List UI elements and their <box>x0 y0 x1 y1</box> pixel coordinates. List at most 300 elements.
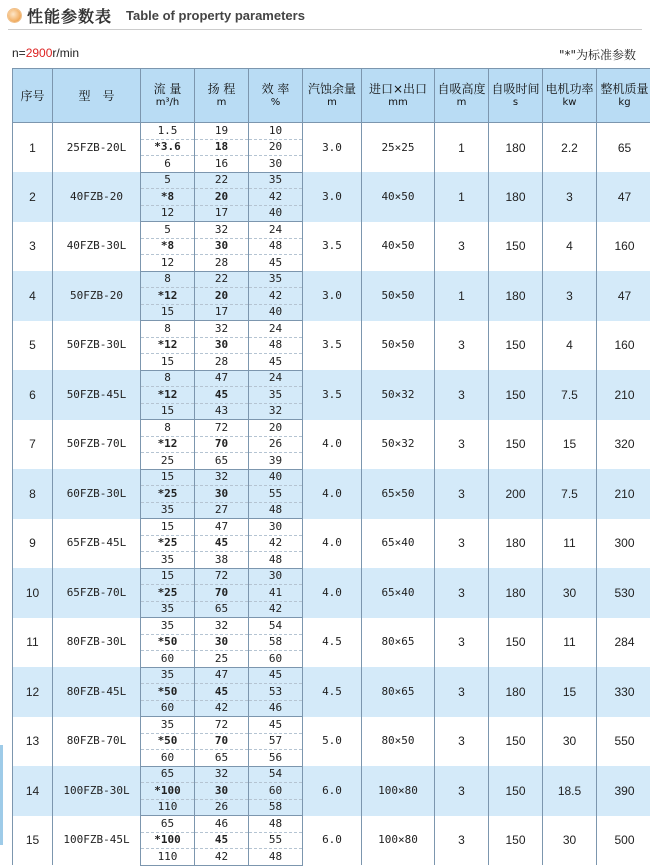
suction-time-cell: 150 <box>489 816 543 866</box>
inlet-outlet-cell: 50×50 <box>362 321 435 371</box>
flow-cell: 35 <box>141 601 195 618</box>
head-cell: 26 <box>195 799 249 816</box>
suction-height-cell: 1 <box>435 271 489 321</box>
row-number: 9 <box>13 519 53 569</box>
suction-time-cell: 150 <box>489 420 543 470</box>
suction-height-cell: 3 <box>435 766 489 816</box>
flow-cell: 15 <box>141 568 195 585</box>
column-header-label: 自吸高度 <box>437 82 485 96</box>
suction-height-cell: 1 <box>435 123 489 173</box>
head-cell: 17 <box>195 205 249 222</box>
efficiency-cell: 46 <box>249 700 303 717</box>
flow-cell: *3.6 <box>141 139 195 156</box>
speed-value: 2900 <box>26 46 53 60</box>
table-row <box>13 618 650 635</box>
inlet-outlet-cell: 65×40 <box>362 519 435 569</box>
table-row <box>13 271 650 288</box>
inlet-outlet-cell: 65×40 <box>362 568 435 618</box>
model-cell: 65FZB-70L <box>53 568 141 618</box>
table-row <box>13 667 650 684</box>
flow-cell: *12 <box>141 288 195 305</box>
table-row <box>13 222 650 239</box>
flow-cell: 5 <box>141 172 195 189</box>
npsh-cell: 4.0 <box>303 519 362 569</box>
flow-cell: 65 <box>141 766 195 783</box>
head-cell: 30 <box>195 337 249 354</box>
flow-cell: 35 <box>141 667 195 684</box>
head-cell: 27 <box>195 502 249 519</box>
head-cell: 25 <box>195 651 249 668</box>
weight-cell: 284 <box>597 618 650 668</box>
motor-power-cell: 11 <box>543 519 597 569</box>
efficiency-cell: 20 <box>249 420 303 437</box>
column-header-label: 扬 程 <box>208 82 236 96</box>
flow-cell: *100 <box>141 832 195 849</box>
weight-cell: 210 <box>597 370 650 420</box>
title-bar <box>8 4 305 26</box>
suction-time-cell: 180 <box>489 172 543 222</box>
flow-cell: 110 <box>141 849 195 866</box>
efficiency-cell: 35 <box>249 271 303 288</box>
column-header-label: 型 号 <box>78 89 114 103</box>
inlet-outlet-cell: 50×50 <box>362 271 435 321</box>
column-header-unit: m <box>435 96 488 110</box>
row-number: 12 <box>13 667 53 717</box>
efficiency-cell: 55 <box>249 486 303 503</box>
motor-power-cell: 2.2 <box>543 123 597 173</box>
column-header-unit: m <box>195 96 248 110</box>
flow-cell: *100 <box>141 783 195 800</box>
suction-time-cell: 180 <box>489 667 543 717</box>
flow-cell: 15 <box>141 403 195 420</box>
head-cell: 72 <box>195 568 249 585</box>
column-header-label: 进口×出口 <box>369 82 427 96</box>
head-cell: 28 <box>195 354 249 371</box>
weight-cell: 160 <box>597 321 650 371</box>
motor-power-cell: 4 <box>543 321 597 371</box>
npsh-cell: 3.5 <box>303 321 362 371</box>
model-cell: 100FZB-30L <box>53 766 141 816</box>
npsh-cell: 3.0 <box>303 123 362 173</box>
column-header-label: 效 率 <box>262 82 290 96</box>
suction-time-cell: 150 <box>489 717 543 767</box>
speed-suffix: r/min <box>52 46 79 60</box>
head-cell: 47 <box>195 370 249 387</box>
motor-power-cell: 11 <box>543 618 597 668</box>
flow-cell: 15 <box>141 519 195 536</box>
table-header-row <box>13 69 650 123</box>
flow-cell: 60 <box>141 651 195 668</box>
column-header-label: 自吸时间 <box>491 82 539 96</box>
weight-cell: 300 <box>597 519 650 569</box>
motor-power-cell: 15 <box>543 667 597 717</box>
efficiency-cell: 56 <box>249 750 303 767</box>
suction-height-cell: 3 <box>435 370 489 420</box>
weight-cell: 390 <box>597 766 650 816</box>
efficiency-cell: 58 <box>249 799 303 816</box>
suction-time-cell: 150 <box>489 222 543 272</box>
model-cell: 40FZB-30L <box>53 222 141 272</box>
efficiency-cell: 40 <box>249 469 303 486</box>
npsh-cell: 4.5 <box>303 667 362 717</box>
head-cell: 70 <box>195 436 249 453</box>
npsh-cell: 4.0 <box>303 420 362 470</box>
head-cell: 22 <box>195 271 249 288</box>
flow-cell: 35 <box>141 552 195 569</box>
flow-cell: *50 <box>141 733 195 750</box>
flow-cell: 5 <box>141 222 195 239</box>
motor-power-cell: 7.5 <box>543 469 597 519</box>
efficiency-cell: 30 <box>249 519 303 536</box>
npsh-cell: 5.0 <box>303 717 362 767</box>
inlet-outlet-cell: 100×80 <box>362 816 435 866</box>
suction-height-cell: 3 <box>435 568 489 618</box>
model-cell: 65FZB-45L <box>53 519 141 569</box>
suction-time-cell: 200 <box>489 469 543 519</box>
head-cell: 30 <box>195 634 249 651</box>
flow-cell: 25 <box>141 453 195 470</box>
table-row <box>13 370 650 387</box>
efficiency-cell: 24 <box>249 321 303 338</box>
motor-power-cell: 18.5 <box>543 766 597 816</box>
efficiency-cell: 45 <box>249 667 303 684</box>
inlet-outlet-cell: 50×32 <box>362 370 435 420</box>
efficiency-cell: 48 <box>249 552 303 569</box>
flow-cell: 65 <box>141 816 195 833</box>
efficiency-cell: 20 <box>249 139 303 156</box>
efficiency-cell: 24 <box>249 222 303 239</box>
flow-cell: *12 <box>141 337 195 354</box>
efficiency-cell: 58 <box>249 634 303 651</box>
column-header <box>489 69 543 123</box>
motor-power-cell: 30 <box>543 816 597 866</box>
column-header <box>195 69 249 123</box>
efficiency-cell: 54 <box>249 766 303 783</box>
suction-time-cell: 180 <box>489 568 543 618</box>
flow-cell: *50 <box>141 684 195 701</box>
npsh-cell: 3.5 <box>303 222 362 272</box>
weight-cell: 330 <box>597 667 650 717</box>
inlet-outlet-cell: 80×65 <box>362 618 435 668</box>
efficiency-cell: 60 <box>249 651 303 668</box>
row-number: 4 <box>13 271 53 321</box>
inlet-outlet-cell: 40×50 <box>362 172 435 222</box>
efficiency-cell: 48 <box>249 238 303 255</box>
flow-cell: *25 <box>141 585 195 602</box>
flow-cell: *25 <box>141 535 195 552</box>
model-cell: 60FZB-30L <box>53 469 141 519</box>
efficiency-cell: 40 <box>249 205 303 222</box>
flow-cell: 15 <box>141 304 195 321</box>
table-body <box>13 123 650 866</box>
model-cell: 25FZB-20L <box>53 123 141 173</box>
flow-cell: 35 <box>141 717 195 734</box>
head-cell: 32 <box>195 321 249 338</box>
efficiency-cell: 42 <box>249 189 303 206</box>
efficiency-cell: 35 <box>249 387 303 404</box>
inlet-outlet-cell: 65×50 <box>362 469 435 519</box>
flow-cell: 12 <box>141 205 195 222</box>
efficiency-cell: 35 <box>249 172 303 189</box>
row-number: 15 <box>13 816 53 866</box>
column-header <box>362 69 435 123</box>
property-table <box>12 68 650 866</box>
model-cell: 100FZB-45L <box>53 816 141 866</box>
flow-cell: 8 <box>141 271 195 288</box>
column-header-label: 电机功率 <box>545 82 593 96</box>
weight-cell: 65 <box>597 123 650 173</box>
npsh-cell: 6.0 <box>303 766 362 816</box>
suction-height-cell: 1 <box>435 172 489 222</box>
efficiency-cell: 10 <box>249 123 303 140</box>
model-cell: 50FZB-30L <box>53 321 141 371</box>
suction-height-cell: 3 <box>435 420 489 470</box>
standard-param-note: "*"为标准参数 <box>559 46 636 63</box>
column-header <box>141 69 195 123</box>
model-cell: 80FZB-30L <box>53 618 141 668</box>
flow-cell: *25 <box>141 486 195 503</box>
suction-time-cell: 180 <box>489 519 543 569</box>
column-header-unit: m³/h <box>141 96 194 110</box>
suction-height-cell: 3 <box>435 816 489 866</box>
head-cell: 47 <box>195 519 249 536</box>
efficiency-cell: 42 <box>249 288 303 305</box>
head-cell: 16 <box>195 156 249 173</box>
head-cell: 32 <box>195 766 249 783</box>
flow-cell: 15 <box>141 354 195 371</box>
model-cell: 50FZB-70L <box>53 420 141 470</box>
head-cell: 22 <box>195 172 249 189</box>
flow-cell: 35 <box>141 618 195 635</box>
suction-time-cell: 150 <box>489 370 543 420</box>
npsh-cell: 4.5 <box>303 618 362 668</box>
table-row <box>13 420 650 437</box>
efficiency-cell: 45 <box>249 354 303 371</box>
column-header <box>303 69 362 123</box>
efficiency-cell: 55 <box>249 832 303 849</box>
weight-cell: 550 <box>597 717 650 767</box>
motor-power-cell: 30 <box>543 717 597 767</box>
efficiency-cell: 41 <box>249 585 303 602</box>
inlet-outlet-cell: 40×50 <box>362 222 435 272</box>
model-cell: 50FZB-20 <box>53 271 141 321</box>
flow-cell: *50 <box>141 634 195 651</box>
head-cell: 20 <box>195 189 249 206</box>
flow-cell: 35 <box>141 502 195 519</box>
suction-height-cell: 3 <box>435 519 489 569</box>
head-cell: 46 <box>195 816 249 833</box>
column-header-unit: kg <box>597 96 650 110</box>
head-cell: 28 <box>195 255 249 272</box>
column-header <box>543 69 597 123</box>
table-row <box>13 172 650 189</box>
row-number: 10 <box>13 568 53 618</box>
head-cell: 42 <box>195 700 249 717</box>
inlet-outlet-cell: 80×50 <box>362 717 435 767</box>
inlet-outlet-cell: 25×25 <box>362 123 435 173</box>
column-header-label: 序号 <box>20 89 44 103</box>
head-cell: 30 <box>195 238 249 255</box>
suction-time-cell: 150 <box>489 618 543 668</box>
efficiency-cell: 54 <box>249 618 303 635</box>
head-cell: 70 <box>195 585 249 602</box>
efficiency-cell: 42 <box>249 535 303 552</box>
suction-height-cell: 3 <box>435 321 489 371</box>
flow-cell: 8 <box>141 370 195 387</box>
flow-cell: 12 <box>141 255 195 272</box>
npsh-cell: 6.0 <box>303 816 362 866</box>
flow-cell: *8 <box>141 189 195 206</box>
efficiency-cell: 26 <box>249 436 303 453</box>
head-cell: 65 <box>195 750 249 767</box>
flow-cell: *12 <box>141 436 195 453</box>
row-number: 11 <box>13 618 53 668</box>
flow-cell: *12 <box>141 387 195 404</box>
suction-height-cell: 3 <box>435 618 489 668</box>
table-row <box>13 321 650 338</box>
flow-cell: 15 <box>141 469 195 486</box>
efficiency-cell: 48 <box>249 816 303 833</box>
table-row <box>13 469 650 486</box>
npsh-cell: 3.0 <box>303 172 362 222</box>
weight-cell: 320 <box>597 420 650 470</box>
model-cell: 80FZB-45L <box>53 667 141 717</box>
efficiency-cell: 40 <box>249 304 303 321</box>
head-cell: 47 <box>195 667 249 684</box>
column-header <box>435 69 489 123</box>
model-cell: 50FZB-45L <box>53 370 141 420</box>
title-divider <box>8 29 642 30</box>
suction-height-cell: 3 <box>435 717 489 767</box>
column-header-label: 汽蚀余量 <box>308 82 356 96</box>
suction-time-cell: 150 <box>489 766 543 816</box>
head-cell: 20 <box>195 288 249 305</box>
npsh-cell: 4.0 <box>303 469 362 519</box>
head-cell: 70 <box>195 733 249 750</box>
efficiency-cell: 42 <box>249 601 303 618</box>
weight-cell: 530 <box>597 568 650 618</box>
head-cell: 32 <box>195 469 249 486</box>
column-header <box>53 69 141 123</box>
efficiency-cell: 57 <box>249 733 303 750</box>
row-number: 7 <box>13 420 53 470</box>
suction-time-cell: 180 <box>489 123 543 173</box>
column-header <box>249 69 303 123</box>
flow-cell: 60 <box>141 750 195 767</box>
npsh-cell: 3.0 <box>303 271 362 321</box>
npsh-cell: 4.0 <box>303 568 362 618</box>
npsh-cell: 3.5 <box>303 370 362 420</box>
title-english: Table of property parameters <box>126 8 305 23</box>
model-cell: 40FZB-20 <box>53 172 141 222</box>
weight-cell: 500 <box>597 816 650 866</box>
table-row <box>13 717 650 734</box>
head-cell: 65 <box>195 453 249 470</box>
suction-time-cell: 180 <box>489 271 543 321</box>
inlet-outlet-cell: 50×32 <box>362 420 435 470</box>
head-cell: 45 <box>195 535 249 552</box>
efficiency-cell: 48 <box>249 502 303 519</box>
efficiency-cell: 24 <box>249 370 303 387</box>
row-number: 6 <box>13 370 53 420</box>
rotation-speed <box>12 46 79 60</box>
flow-cell: 60 <box>141 700 195 717</box>
motor-power-cell: 3 <box>543 271 597 321</box>
head-cell: 19 <box>195 123 249 140</box>
column-header-unit: mm <box>362 96 434 110</box>
column-header-unit: kw <box>543 96 596 110</box>
suction-height-cell: 3 <box>435 469 489 519</box>
motor-power-cell: 7.5 <box>543 370 597 420</box>
head-cell: 32 <box>195 618 249 635</box>
inlet-outlet-cell: 100×80 <box>362 766 435 816</box>
efficiency-cell: 53 <box>249 684 303 701</box>
column-header <box>597 69 650 123</box>
column-header-unit: s <box>489 96 542 110</box>
suction-height-cell: 3 <box>435 667 489 717</box>
suction-time-cell: 150 <box>489 321 543 371</box>
efficiency-cell: 39 <box>249 453 303 470</box>
head-cell: 30 <box>195 486 249 503</box>
row-number: 13 <box>13 717 53 767</box>
head-cell: 17 <box>195 304 249 321</box>
head-cell: 43 <box>195 403 249 420</box>
speed-prefix: n= <box>12 46 26 60</box>
motor-power-cell: 4 <box>543 222 597 272</box>
decorative-stripe <box>0 745 3 845</box>
flow-cell: 8 <box>141 321 195 338</box>
efficiency-cell: 60 <box>249 783 303 800</box>
table-row <box>13 519 650 536</box>
row-number: 3 <box>13 222 53 272</box>
flow-cell: 6 <box>141 156 195 173</box>
flow-cell: 8 <box>141 420 195 437</box>
row-number: 5 <box>13 321 53 371</box>
head-cell: 72 <box>195 717 249 734</box>
weight-cell: 47 <box>597 271 650 321</box>
head-cell: 65 <box>195 601 249 618</box>
model-cell: 80FZB-70L <box>53 717 141 767</box>
head-cell: 45 <box>195 832 249 849</box>
head-cell: 42 <box>195 849 249 866</box>
head-cell: 30 <box>195 783 249 800</box>
weight-cell: 160 <box>597 222 650 272</box>
row-number: 1 <box>13 123 53 173</box>
efficiency-cell: 48 <box>249 849 303 866</box>
title-chinese: 性能参数表 <box>27 4 112 27</box>
inlet-outlet-cell: 80×65 <box>362 667 435 717</box>
head-cell: 72 <box>195 420 249 437</box>
row-number: 8 <box>13 469 53 519</box>
flow-cell: *8 <box>141 238 195 255</box>
efficiency-cell: 30 <box>249 568 303 585</box>
row-number: 2 <box>13 172 53 222</box>
efficiency-cell: 45 <box>249 255 303 272</box>
head-cell: 45 <box>195 684 249 701</box>
table-row <box>13 568 650 585</box>
column-header <box>13 69 53 123</box>
column-header-unit: % <box>249 96 302 110</box>
efficiency-cell: 30 <box>249 156 303 173</box>
suction-height-cell: 3 <box>435 222 489 272</box>
weight-cell: 210 <box>597 469 650 519</box>
head-cell: 18 <box>195 139 249 156</box>
flow-cell: 110 <box>141 799 195 816</box>
efficiency-cell: 45 <box>249 717 303 734</box>
motor-power-cell: 30 <box>543 568 597 618</box>
motor-power-cell: 3 <box>543 172 597 222</box>
efficiency-cell: 48 <box>249 337 303 354</box>
